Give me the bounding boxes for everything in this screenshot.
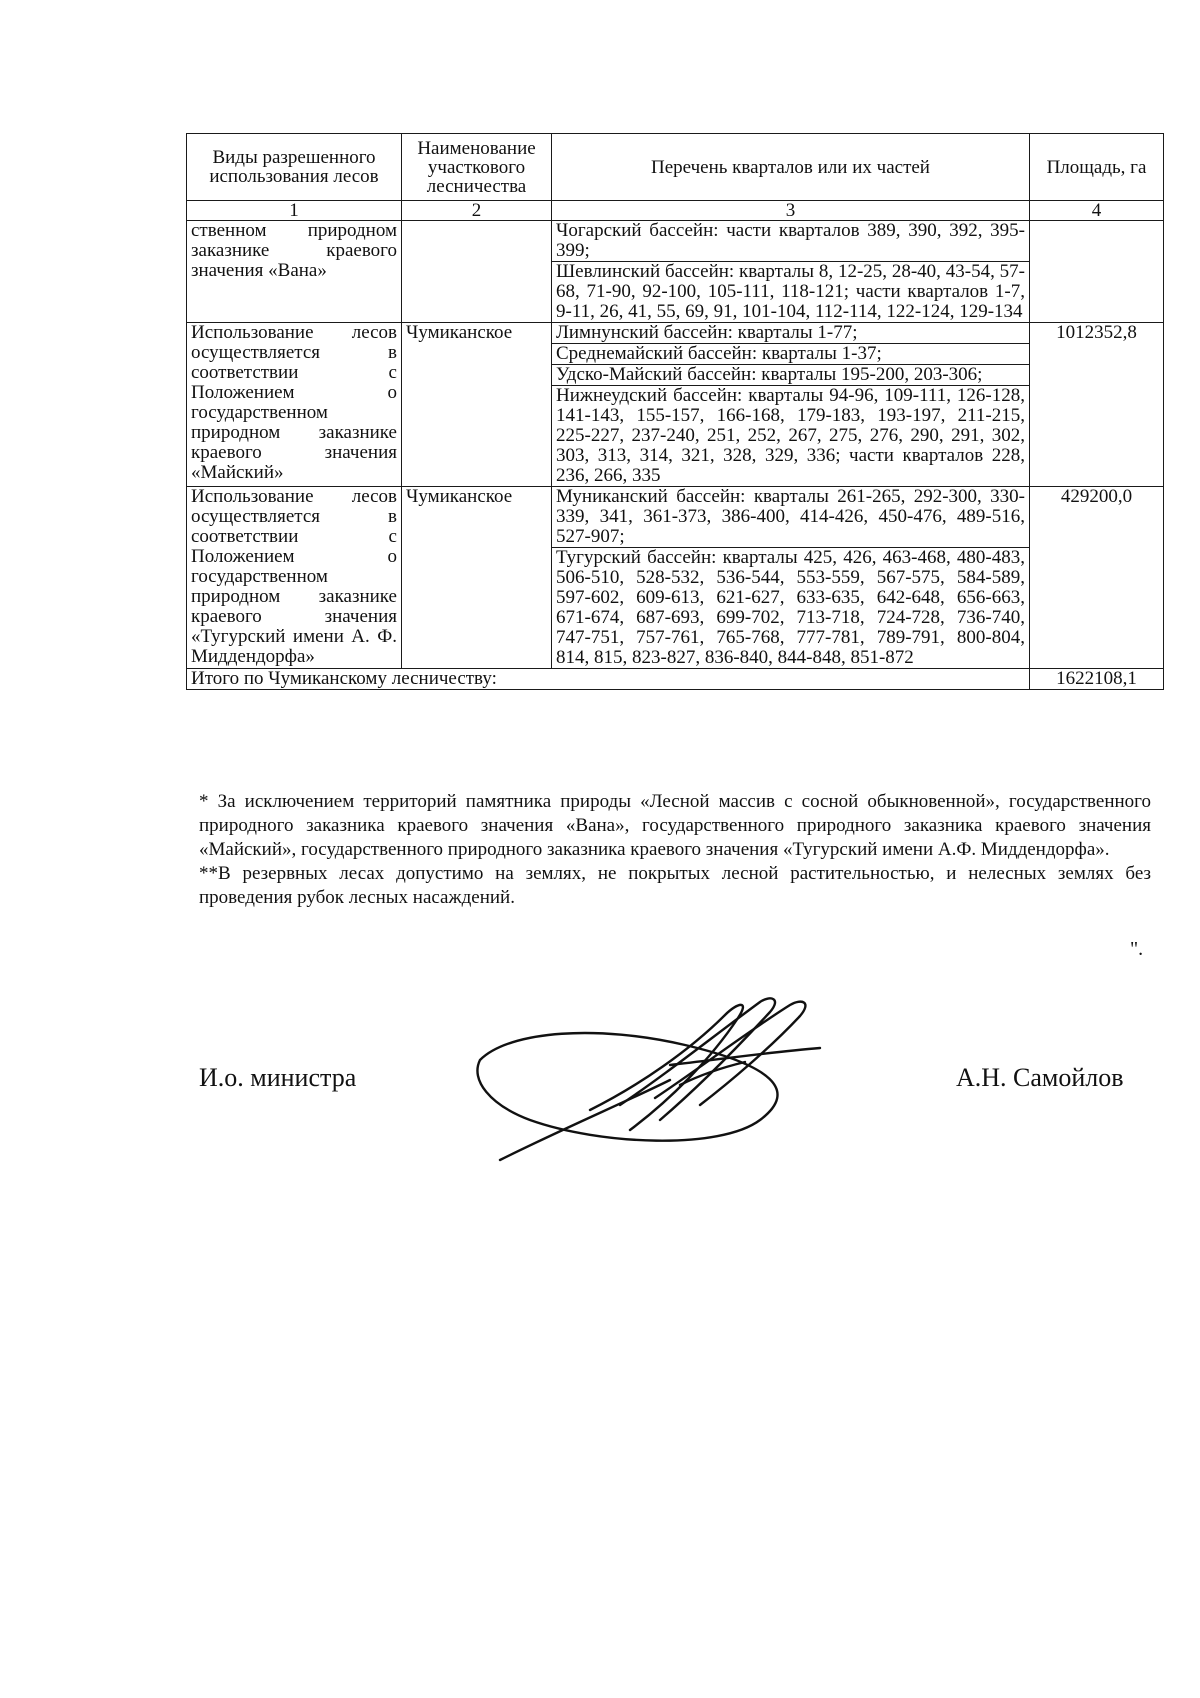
closing-quote-mark: ". bbox=[1130, 938, 1144, 960]
use-type-cell: Использование лесов осуществляется в соответствии с Положением о государственном природном заказнике краевого значения «Тугурский имени А. Ф. Миддендорфа» bbox=[187, 487, 402, 669]
area-cell bbox=[1030, 221, 1164, 323]
area-cell: 1012352,8 bbox=[1030, 323, 1164, 487]
forest-use-table bbox=[186, 133, 1164, 690]
basin-entry: Чогарский бассейн: части кварталов 389, 390, 392, 395-399; bbox=[552, 221, 1029, 262]
column-number: 2 bbox=[402, 201, 552, 221]
quarter-list-cell bbox=[552, 323, 1030, 487]
quarter-list-cell bbox=[552, 221, 1030, 323]
handwritten-signature-icon bbox=[470, 990, 890, 1170]
basin-entry: Муниканский бассейн: кварталы 261-265, 292-300, 330-339, 341, 361-373, 386-400, 414-426, 450-476, 489-516, 527-907; bbox=[552, 487, 1029, 548]
forestry-cell: Чумиканское bbox=[402, 323, 552, 487]
basin-entry: Лимнунский бассейн: кварталы 1-77; bbox=[552, 323, 1029, 344]
signatory-name: А.Н. Самойлов bbox=[956, 1063, 1124, 1092]
footnote-1: * За исключением территорий памятника природы «Лесной массив с сосной обыкновенной», государственного природного заказника краевого значения «Вана», государственного природного заказника краевого значения «Майский», государственного природного заказника краевого значения «Тугурский имени А.Ф. Миддендорфа». bbox=[199, 791, 1151, 860]
area-cell: 429200,0 bbox=[1030, 487, 1164, 669]
use-type-cell: Использование лесов осуществляется в соответствии с Положением о государственном природном заказнике краевого значения «Майский» bbox=[187, 323, 402, 487]
signatory-position: И.о. министра bbox=[199, 1063, 357, 1092]
header-use-type: Виды разрешенного использования лесов bbox=[187, 134, 402, 201]
use-type-cell: ственном природном заказнике краевого значения «Вана» bbox=[187, 221, 402, 323]
table-row bbox=[187, 221, 1164, 323]
basin-entry: Шевлинский бассейн: кварталы 8, 12-25, 28-40, 43-54, 57-68, 71-90, 92-100, 105-111, 118-121; части кварталов 1-7, 9-11, 26, 41, 55, 69, 91, 101-104, 112-114, 122-124, 129-134 bbox=[556, 261, 1025, 322]
basin-entry: Среднемайский бассейн: кварталы 1-37; bbox=[552, 344, 1029, 365]
table-row bbox=[187, 487, 1164, 669]
column-number: 1 bbox=[187, 201, 402, 221]
table-row bbox=[187, 323, 1164, 487]
basin-entry: Тугурский бассейн: кварталы 425, 426, 463-468, 480-483, 506-510, 528-532, 536-544, 553-559, 567-575, 584-589, 597-602, 609-613, 621-627, 633-635, 642-648, 656-663, 671-674, 687-693, 699-702, 713-718, 724-728, 736-740, 747-751, 757-761, 765-768, 777-781, 789-791, 800-804, 814, 815, 823-827, 836-840, 844-848, 851-872 bbox=[556, 547, 1025, 668]
column-number-row bbox=[187, 201, 1164, 221]
total-value: 1622108,1 bbox=[1030, 669, 1164, 690]
quarter-list-cell bbox=[552, 487, 1030, 669]
header-area: Площадь, га bbox=[1030, 134, 1164, 201]
footnote-2: **В резервных лесах допустимо на землях, не покрытых лесной растительностью, и нелесных землях без проведения рубок лесных насаждений. bbox=[199, 863, 1151, 908]
column-number: 3 bbox=[552, 201, 1030, 221]
header-quarter-list: Перечень кварталов или их частей bbox=[552, 134, 1030, 201]
forestry-cell bbox=[402, 221, 552, 323]
column-number: 4 bbox=[1030, 201, 1164, 221]
total-label: Итого по Чумиканскому лесничеству: bbox=[187, 669, 1030, 690]
basin-entry: Удско-Майский бассейн: кварталы 195-200, 203-306; bbox=[552, 365, 1029, 386]
footnotes bbox=[199, 790, 1151, 910]
table-header-row bbox=[187, 134, 1164, 201]
basin-entry: Нижнеудский бассейн: кварталы 94-96, 109-111, 126-128, 141-143, 155-157, 166-168, 179-183, 193-197, 211-215, 225-227, 237-240, 251, 252, 267, 275, 276, 290, 291, 302, 303, 313, 314, 321, 328, 329, 336; части кварталов 228, 236, 266, 335 bbox=[556, 385, 1025, 486]
forestry-cell: Чумиканское bbox=[402, 487, 552, 669]
total-row bbox=[187, 669, 1164, 690]
header-forestry-name: Наименование участкового лесничества bbox=[402, 134, 552, 201]
